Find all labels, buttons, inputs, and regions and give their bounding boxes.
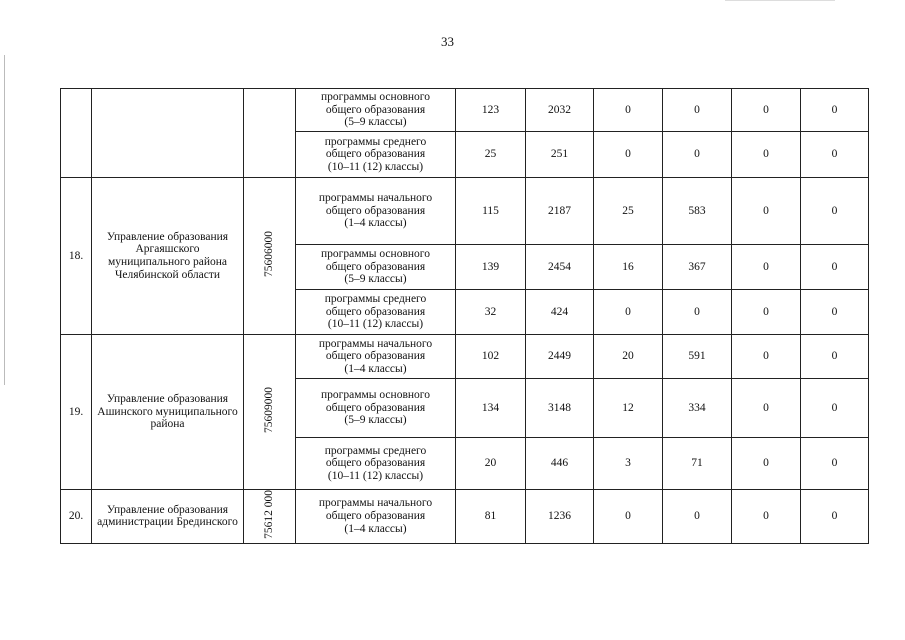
value-cell: 25 (456, 132, 526, 178)
value-cell: 0 (801, 89, 869, 132)
program-name: программы начального общего образования (1–4 классы) (296, 178, 456, 245)
education-programs-table (60, 88, 869, 544)
okato-code (244, 335, 296, 490)
value-cell: 25 (594, 178, 663, 245)
table-row (61, 335, 869, 379)
program-name: программы основного общего образования (5–9 классы) (296, 379, 456, 438)
value-cell: 2032 (526, 89, 594, 132)
organization-name: Управление образования Аргаяшского муниципального района Челябинской области (92, 178, 244, 335)
value-cell: 102 (456, 335, 526, 379)
okato-code (244, 178, 296, 335)
value-cell: 139 (456, 245, 526, 290)
value-cell: 16 (594, 245, 663, 290)
value-cell: 20 (456, 438, 526, 490)
table-row (61, 178, 869, 245)
value-cell: 3148 (526, 379, 594, 438)
organization-name (92, 89, 244, 178)
value-cell: 1236 (526, 490, 594, 544)
value-cell: 0 (663, 290, 732, 335)
row-number: 19. (61, 335, 92, 490)
value-cell: 0 (801, 132, 869, 178)
okato-code-text: 75609000 (263, 387, 276, 434)
value-cell: 0 (732, 89, 801, 132)
value-cell: 0 (732, 245, 801, 290)
scan-margin-line (4, 55, 5, 385)
okato-code-text: 75612 000 (263, 490, 276, 539)
value-cell: 2454 (526, 245, 594, 290)
value-cell: 81 (456, 490, 526, 544)
program-name: программы начального общего образования (1–4 классы) (296, 335, 456, 379)
value-cell: 0 (732, 132, 801, 178)
value-cell: 0 (594, 89, 663, 132)
value-cell: 0 (663, 132, 732, 178)
value-cell: 3 (594, 438, 663, 490)
value-cell: 0 (732, 490, 801, 544)
value-cell: 0 (801, 379, 869, 438)
row-number: 18. (61, 178, 92, 335)
table-row (61, 490, 869, 544)
value-cell: 0 (594, 490, 663, 544)
value-cell: 0 (594, 290, 663, 335)
value-cell: 0 (732, 178, 801, 245)
value-cell: 0 (732, 379, 801, 438)
page-number: 33 (441, 34, 454, 49)
value-cell: 0 (801, 178, 869, 245)
value-cell: 2449 (526, 335, 594, 379)
program-name: программы среднего общего образования (10–11 (12) классы) (296, 438, 456, 490)
value-cell: 0 (663, 89, 732, 132)
organization-name: Управление образования Ашинского муниципального района (92, 335, 244, 490)
table-row (61, 89, 869, 132)
value-cell: 123 (456, 89, 526, 132)
program-name: программы среднего общего образования (10–11 (12) классы) (296, 290, 456, 335)
value-cell: 0 (732, 335, 801, 379)
program-name: программы основного общего образования (5–9 классы) (296, 245, 456, 290)
scan-artifact (725, 0, 835, 1)
value-cell: 0 (801, 290, 869, 335)
value-cell: 20 (594, 335, 663, 379)
value-cell: 424 (526, 290, 594, 335)
value-cell: 32 (456, 290, 526, 335)
value-cell: 367 (663, 245, 732, 290)
value-cell: 334 (663, 379, 732, 438)
value-cell: 0 (594, 132, 663, 178)
value-cell: 134 (456, 379, 526, 438)
program-name: программы начального общего образования (1–4 классы) (296, 490, 456, 544)
value-cell: 0 (801, 490, 869, 544)
row-number (61, 89, 92, 178)
value-cell: 0 (732, 290, 801, 335)
row-number: 20. (61, 490, 92, 544)
value-cell: 0 (732, 438, 801, 490)
value-cell: 0 (801, 438, 869, 490)
program-name: программы среднего общего образования (10–11 (12) классы) (296, 132, 456, 178)
program-name: программы основного общего образования (5–9 классы) (296, 89, 456, 132)
value-cell: 583 (663, 178, 732, 245)
value-cell: 591 (663, 335, 732, 379)
value-cell: 12 (594, 379, 663, 438)
okato-code (244, 89, 296, 178)
value-cell: 115 (456, 178, 526, 245)
organization-name: Управление образования администрации Брединского (92, 490, 244, 544)
value-cell: 2187 (526, 178, 594, 245)
value-cell: 0 (801, 335, 869, 379)
okato-code (244, 490, 296, 544)
value-cell: 0 (663, 490, 732, 544)
value-cell: 251 (526, 132, 594, 178)
value-cell: 446 (526, 438, 594, 490)
value-cell: 71 (663, 438, 732, 490)
okato-code-text: 75606000 (263, 231, 276, 278)
value-cell: 0 (801, 245, 869, 290)
